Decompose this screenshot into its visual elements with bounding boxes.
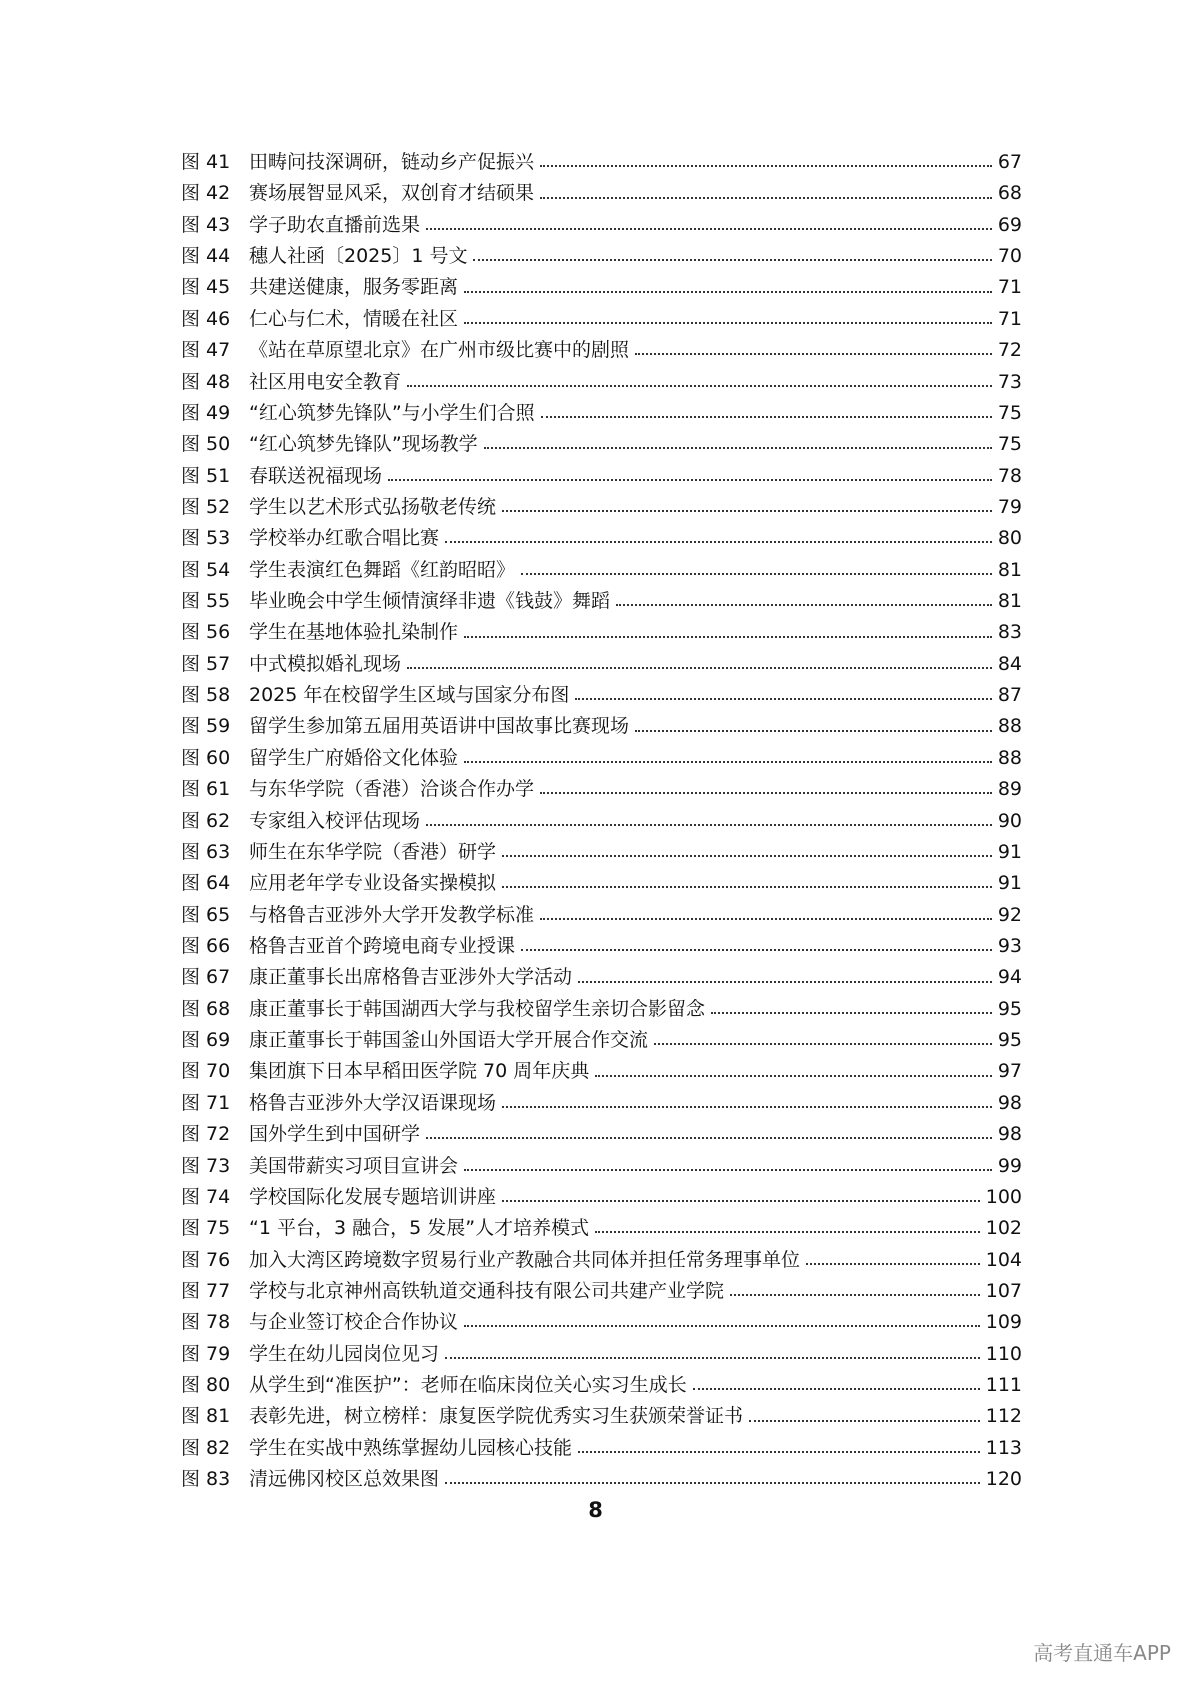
figure-label: 图 73	[181, 1154, 231, 1177]
figure-page-number: 94	[997, 966, 1022, 989]
dot-leader	[521, 948, 992, 951]
figure-page-number: 81	[997, 558, 1022, 581]
dot-leader	[616, 603, 992, 606]
dot-leader	[426, 227, 992, 230]
figure-page-number: 100	[985, 1185, 1022, 1208]
figure-page-number: 71	[997, 276, 1022, 299]
figure-page-number: 99	[997, 1154, 1022, 1177]
figure-label: 图 83	[181, 1468, 231, 1491]
figure-title: 2025 年在校留学生区域与国家分布图	[249, 684, 570, 707]
toc-entry[interactable]	[181, 837, 1022, 868]
figure-label: 图 58	[181, 684, 231, 707]
figure-page-number: 104	[985, 1248, 1022, 1271]
toc-entry[interactable]	[181, 398, 1022, 429]
figure-page-number: 109	[985, 1311, 1022, 1334]
figure-page-number: 78	[997, 464, 1022, 487]
toc-entry[interactable]	[181, 994, 1022, 1025]
toc-entry[interactable]	[181, 931, 1022, 962]
figure-page-number: 69	[997, 213, 1022, 236]
toc-entry[interactable]	[181, 147, 1022, 178]
dot-leader	[464, 321, 992, 324]
toc-entry[interactable]	[181, 304, 1022, 335]
toc-entry[interactable]	[181, 272, 1022, 303]
figure-page-number: 93	[997, 934, 1022, 957]
dot-leader	[464, 760, 992, 763]
figure-label: 图 80	[181, 1374, 231, 1397]
figure-title: 赛场展智显风采，双创育才结硕果	[249, 182, 535, 205]
figure-page-number: 88	[997, 715, 1022, 738]
figure-label: 图 41	[181, 151, 231, 173]
figure-title: 师生在东华学院（香港）研学	[249, 840, 497, 863]
figure-title: 学校国际化发展专题培训讲座	[249, 1185, 497, 1208]
figure-label: 图 75	[181, 1217, 231, 1240]
figure-page-number: 95	[997, 1029, 1022, 1052]
figure-label: 图 47	[181, 339, 231, 362]
figure-label: 图 71	[181, 1091, 231, 1114]
figure-page-number: 81	[997, 590, 1022, 613]
figure-label: 图 68	[181, 997, 231, 1020]
figure-title: 学生以艺术形式弘扬敬老传统	[249, 495, 497, 518]
figure-title: 从学生到“准医护”：老师在临床岗位关心实习生成长	[249, 1374, 687, 1397]
dot-leader	[445, 540, 992, 543]
figure-label: 图 64	[181, 872, 231, 895]
dot-leader	[540, 917, 992, 920]
dot-leader	[407, 666, 992, 669]
figure-page-number: 91	[997, 872, 1022, 895]
dot-leader	[464, 290, 992, 293]
figure-title: 学校举办红歌合唱比赛	[249, 527, 440, 550]
toc-entry[interactable]	[181, 680, 1022, 711]
figure-title: 学子助农直播前选果	[249, 213, 421, 236]
dot-leader	[595, 1074, 992, 1077]
figure-title: 康正董事长于韩国湖西大学与我校留学生亲切合影留念	[249, 997, 706, 1020]
dot-leader	[540, 196, 992, 199]
figure-title: 《站在草原望北京》在广州市级比赛中的剧照	[249, 339, 630, 362]
figure-title: 与企业签订校企合作协议	[249, 1311, 459, 1334]
figure-title: 学校与北京神州高铁轨道交通科技有限公司共建产业学院	[249, 1279, 725, 1302]
figure-label: 图 59	[181, 715, 231, 738]
dot-leader	[540, 164, 992, 167]
toc-entry[interactable]	[181, 900, 1022, 931]
dot-leader	[575, 697, 991, 700]
dot-leader	[464, 1168, 992, 1171]
toc-entry[interactable]	[181, 461, 1022, 492]
dot-leader	[730, 1293, 980, 1296]
figure-title: 春联送祝福现场	[249, 464, 383, 487]
toc-entry[interactable]	[181, 1245, 1022, 1276]
figure-label: 图 69	[181, 1029, 231, 1052]
figure-title: “红心筑梦先锋队”现场教学	[249, 433, 478, 456]
dot-leader	[502, 1199, 980, 1202]
figure-label: 图 63	[181, 840, 231, 863]
dot-leader	[540, 791, 992, 794]
figure-label: 图 55	[181, 590, 231, 613]
figure-title: 学生表演红色舞蹈《红韵昭昭》	[249, 558, 516, 581]
figure-label: 图 44	[181, 245, 231, 268]
dot-leader	[521, 572, 992, 575]
dot-leader	[464, 1324, 980, 1327]
toc-entry[interactable]	[181, 1464, 1022, 1495]
figure-label: 图 62	[181, 809, 231, 832]
figure-label: 图 51	[181, 464, 231, 487]
figure-page-number: 91	[997, 840, 1022, 863]
toc-entry[interactable]	[181, 555, 1022, 586]
figure-page-number: 98	[997, 1091, 1022, 1114]
figure-title: 康正董事长于韩国釜山外国语大学开展合作交流	[249, 1029, 649, 1052]
toc-entry[interactable]	[181, 774, 1022, 805]
figure-label: 图 56	[181, 621, 231, 644]
figure-title: 康正董事长出席格鲁吉亚涉外大学活动	[249, 966, 573, 989]
figure-page-number: 83	[997, 621, 1022, 644]
figure-label: 图 65	[181, 903, 231, 926]
figure-title: “红心筑梦先锋队”与小学生们合照	[249, 401, 535, 424]
toc-entry[interactable]	[181, 806, 1022, 837]
figure-page-number: 70	[997, 245, 1022, 268]
toc-entry[interactable]	[181, 1433, 1022, 1464]
dot-leader	[595, 1230, 980, 1233]
toc-entry[interactable]	[181, 367, 1022, 398]
dot-leader	[502, 885, 992, 888]
figure-page-number: 102	[985, 1217, 1022, 1240]
figure-label: 图 61	[181, 778, 231, 801]
figure-page-number: 95	[997, 997, 1022, 1020]
dot-leader	[445, 1481, 980, 1484]
toc-entry[interactable]	[181, 523, 1022, 554]
toc-entry[interactable]	[181, 743, 1022, 774]
figure-title: 毕业晚会中学生倾情演绎非遗《钱鼓》舞蹈	[249, 590, 611, 613]
toc-entry[interactable]	[181, 1370, 1022, 1401]
figure-page-number: 90	[997, 809, 1022, 832]
toc-entry[interactable]	[181, 868, 1022, 899]
figure-label: 图 81	[181, 1405, 231, 1428]
toc-entry[interactable]	[181, 1276, 1022, 1307]
figure-page-number: 67	[997, 151, 1022, 173]
figure-title: 学生在基地体验扎染制作	[249, 621, 459, 644]
figure-page-number: 111	[985, 1374, 1022, 1397]
figure-label: 图 50	[181, 433, 231, 456]
dot-leader	[749, 1419, 980, 1422]
figure-page-number: 89	[997, 778, 1022, 801]
dot-leader	[578, 1450, 980, 1453]
figure-page-number: 79	[997, 495, 1022, 518]
toc-entry[interactable]	[181, 649, 1022, 680]
figure-label: 图 74	[181, 1185, 231, 1208]
dot-leader	[426, 823, 992, 826]
figure-label: 图 42	[181, 182, 231, 205]
toc-entry[interactable]	[181, 210, 1022, 241]
figure-page-number: 68	[997, 182, 1022, 205]
figure-index-list	[181, 147, 1022, 1495]
figure-label: 图 78	[181, 1311, 231, 1334]
figure-title: 清远佛冈校区总效果图	[249, 1468, 440, 1491]
figure-label: 图 76	[181, 1248, 231, 1271]
toc-entry[interactable]	[181, 962, 1022, 993]
figure-title: 应用老年学专业设备实操模拟	[249, 872, 497, 895]
figure-title: “1 平台，3 融合，5 发展”人才培养模式	[249, 1217, 590, 1240]
figure-title: 与东华学院（香港）洽谈合作办学	[249, 778, 535, 801]
figure-title: 学生在实战中熟练掌握幼儿园核心技能	[249, 1436, 573, 1459]
dot-leader	[541, 415, 992, 418]
figure-page-number: 87	[997, 684, 1022, 707]
dot-leader	[388, 478, 992, 481]
figure-page-number: 80	[997, 527, 1022, 550]
toc-entry[interactable]	[181, 335, 1022, 366]
dot-leader	[445, 1356, 980, 1359]
figure-title: 美国带薪实习项目宣讲会	[249, 1154, 459, 1177]
figure-label: 图 77	[181, 1279, 231, 1302]
toc-entry[interactable]	[181, 1182, 1022, 1213]
dot-leader	[502, 509, 992, 512]
toc-entry[interactable]	[181, 241, 1022, 272]
figure-title: 与格鲁吉亚涉外大学开发教学标准	[249, 903, 535, 926]
figure-title: 穗人社函〔2025〕1 号文	[249, 245, 468, 268]
figure-label: 图 60	[181, 746, 231, 769]
figure-title: 社区用电安全教育	[249, 370, 402, 393]
dot-leader	[711, 1011, 992, 1014]
dot-leader	[407, 384, 992, 387]
dot-leader	[693, 1387, 980, 1390]
toc-entry[interactable]	[181, 586, 1022, 617]
dot-leader	[635, 352, 992, 355]
figure-page-number: 107	[985, 1279, 1022, 1302]
figure-page-number: 110	[985, 1342, 1022, 1365]
figure-label: 图 70	[181, 1060, 231, 1083]
figure-page-number: 97	[997, 1060, 1022, 1083]
figure-title: 仁心与仁术，情暖在社区	[249, 307, 459, 330]
figure-page-number: 92	[997, 903, 1022, 926]
figure-page-number: 75	[997, 433, 1022, 456]
figure-page-number: 75	[997, 401, 1022, 424]
figure-title: 中式模拟婚礼现场	[249, 652, 402, 675]
figure-title: 集团旗下日本早稻田医学院 70 周年庆典	[249, 1060, 590, 1083]
figure-title: 专家组入校评估现场	[249, 809, 421, 832]
dot-leader	[806, 1262, 980, 1265]
dot-leader	[473, 258, 991, 261]
figure-page-number: 113	[985, 1436, 1022, 1459]
figure-label: 图 48	[181, 370, 231, 393]
toc-entry[interactable]	[181, 1119, 1022, 1150]
figure-title: 格鲁吉亚涉外大学汉语课现场	[249, 1091, 497, 1114]
toc-entry[interactable]	[181, 1025, 1022, 1056]
figure-label: 图 67	[181, 966, 231, 989]
dot-leader	[502, 854, 992, 857]
figure-title: 格鲁吉亚首个跨境电商专业授课	[249, 934, 516, 957]
dot-leader	[464, 635, 992, 638]
figure-label: 图 52	[181, 495, 231, 518]
figure-page-number: 88	[997, 746, 1022, 769]
dot-leader	[654, 1042, 992, 1045]
figure-title: 国外学生到中国研学	[249, 1123, 421, 1146]
figure-page-number: 112	[985, 1405, 1022, 1428]
figure-page-number: 72	[997, 339, 1022, 362]
figure-page-number: 120	[985, 1468, 1022, 1491]
figure-label: 图 46	[181, 307, 231, 330]
figure-page-number: 98	[997, 1123, 1022, 1146]
figure-label: 图 57	[181, 652, 231, 675]
figure-title: 加入大湾区跨境数字贸易行业产教融合共同体并担任常务理事单位	[249, 1248, 801, 1271]
figure-page-number: 84	[997, 652, 1022, 675]
figure-label: 图 49	[181, 401, 231, 424]
toc-entry[interactable]	[181, 1088, 1022, 1119]
figure-label: 图 43	[181, 213, 231, 236]
watermark: 高考直通车APP	[1033, 1641, 1171, 1665]
toc-entry[interactable]	[181, 492, 1022, 523]
figure-label: 图 79	[181, 1342, 231, 1365]
toc-entry[interactable]	[181, 1339, 1022, 1370]
figure-label: 图 82	[181, 1436, 231, 1459]
toc-entry[interactable]	[181, 617, 1022, 648]
figure-title: 留学生广府婚俗文化体验	[249, 746, 459, 769]
figure-page-number: 73	[997, 370, 1022, 393]
toc-entry[interactable]	[181, 1401, 1022, 1432]
figure-label: 图 53	[181, 527, 231, 550]
figure-label: 图 54	[181, 558, 231, 581]
figure-label: 图 66	[181, 934, 231, 957]
page-number: 8	[588, 1498, 603, 1522]
toc-entry[interactable]	[181, 1056, 1022, 1087]
dot-leader	[578, 980, 992, 983]
toc-entry[interactable]	[181, 1213, 1022, 1244]
toc-entry[interactable]	[181, 1151, 1022, 1182]
dot-leader	[635, 729, 992, 732]
toc-entry[interactable]	[181, 1307, 1022, 1338]
figure-label: 图 45	[181, 276, 231, 299]
toc-entry[interactable]	[181, 429, 1022, 460]
dot-leader	[502, 1105, 992, 1108]
toc-entry[interactable]	[181, 711, 1022, 742]
figure-title: 表彰先进，树立榜样：康复医学院优秀实习生获颁荣誉证书	[249, 1405, 744, 1428]
figure-title: 田畴问技深调研，链动乡产促振兴	[249, 151, 535, 173]
dot-leader	[426, 1136, 992, 1139]
figure-label: 图 72	[181, 1123, 231, 1146]
figure-title: 学生在幼儿园岗位见习	[249, 1342, 440, 1365]
dot-leader	[484, 446, 992, 449]
figure-page-number: 71	[997, 307, 1022, 330]
figure-title: 共建送健康，服务零距离	[249, 276, 459, 299]
figure-title: 留学生参加第五届用英语讲中国故事比赛现场	[249, 715, 630, 738]
toc-entry[interactable]	[181, 178, 1022, 209]
